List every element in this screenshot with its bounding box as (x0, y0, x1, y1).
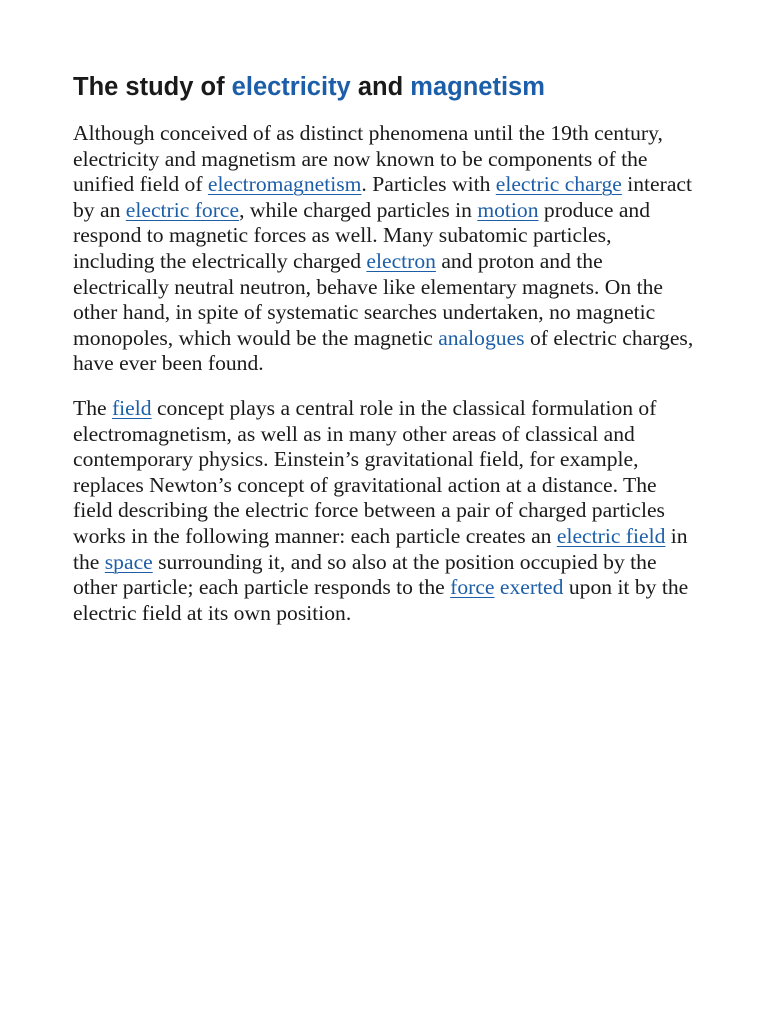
paragraph-text: in the (73, 523, 688, 574)
link-electric-force[interactable]: electric force (125, 197, 240, 222)
paragraph-text: surrounding it, and so also at the position occupied by the other particle; each particle responds to the (73, 549, 657, 600)
link-electron[interactable]: electron (366, 248, 436, 273)
term-exerted[interactable]: exerted (499, 575, 564, 600)
link-force[interactable]: force (450, 575, 495, 600)
paragraph-text: The (73, 395, 112, 420)
paragraph-text: . Particles with (361, 172, 496, 197)
title-middle: and (350, 73, 411, 101)
link-space[interactable]: space (104, 549, 153, 574)
paragraph-text: produce and respond to magnetic forces as well. Many subatomic particles, including the electrically charged (73, 197, 651, 273)
link-motion[interactable]: motion (477, 197, 539, 222)
link-electromagnetism[interactable]: electromagnetism (207, 172, 362, 197)
link-field[interactable]: field (111, 395, 152, 420)
paragraph-text: of electric charges, have ever been found. (73, 325, 694, 376)
article (73, 68, 698, 645)
title-term-electricity: electricity (231, 73, 351, 101)
term-analogues[interactable]: analogues (438, 325, 525, 350)
paragraph-electricity-magnetism (73, 121, 698, 377)
paragraph-text: concept plays a central role in the classical formulation of electromagnetism, as well as in many other areas of classical and contemporary physics. Einstein’s gravitational field, for example, replaces Newton’s concept of gravitational action at a distance. The field describing the electric force between a pair of charged particles works in the following manner: each particle creates an (73, 395, 665, 548)
title-term-magnetism: magnetism (410, 73, 545, 101)
title-prefix: The study of (73, 73, 232, 101)
page-title (73, 68, 698, 106)
paragraph-text: and proton and the electrically neutral neutron, behave like elementary magnets. On the other hand, in spite of systematic searches undertaken, no magnetic monopoles, which would be the magnetic (73, 248, 663, 350)
paragraph-text: , while charged particles in (239, 197, 478, 222)
paragraph-field-concept (73, 396, 698, 626)
paragraph-text: upon it by the electric field at its own position. (73, 575, 689, 625)
link-electric-field[interactable]: electric field (556, 523, 666, 548)
paragraph-text: Although conceived of as distinct phenomena until the 19th century, electricity and magnetism are now known to be components of the unified field of (73, 121, 663, 197)
link-electric-charge[interactable]: electric charge (495, 172, 622, 197)
paragraph-text: interact by an (73, 172, 692, 222)
